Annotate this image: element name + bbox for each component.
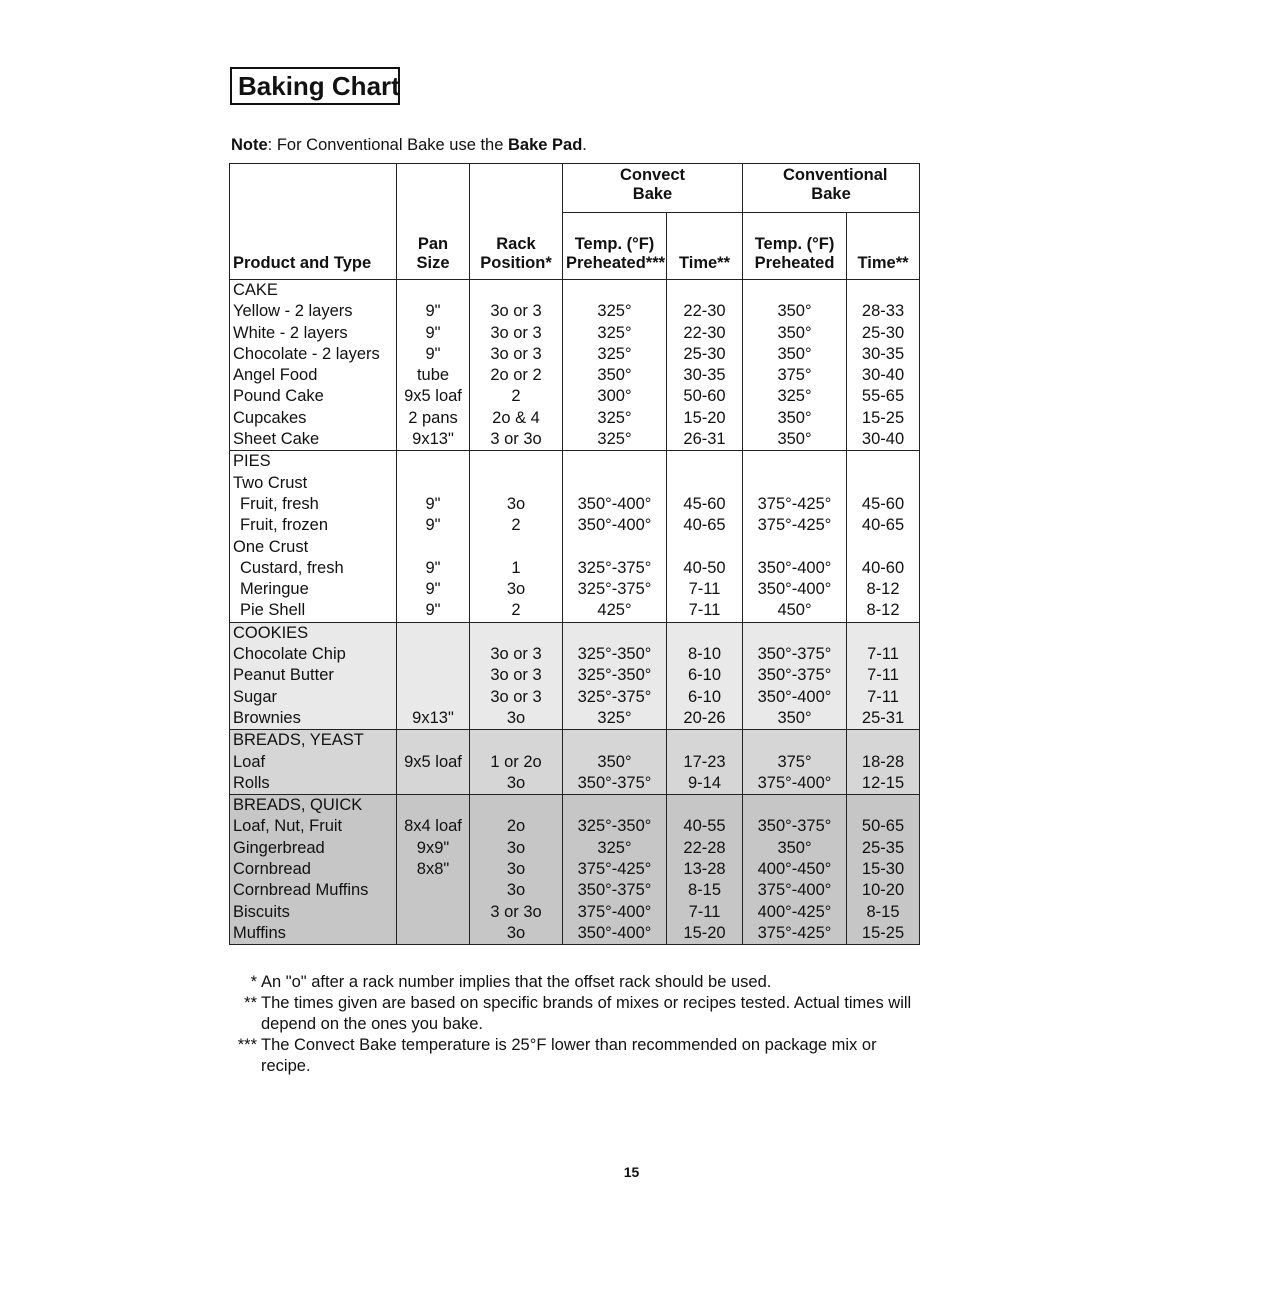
convect-temp-cell: 325°-350°	[563, 816, 667, 837]
section-blank-cell	[397, 451, 470, 473]
section-blank-cell	[563, 730, 667, 752]
section-blank-cell	[847, 622, 920, 644]
section-blank-cell	[847, 730, 920, 752]
convect-time-cell: 40-50	[667, 558, 743, 579]
product-cell: Pound Cake	[230, 386, 397, 407]
product-cell: Pie Shell	[230, 600, 397, 622]
rack-position-header: Rack Position*	[470, 213, 563, 280]
note	[231, 136, 587, 155]
convect-time-cell: 45-60	[667, 494, 743, 515]
conventional-temp-cell: 350°-400°	[743, 579, 847, 600]
product-cell: Fruit, frozen	[230, 515, 397, 536]
convect-time-cell: 22-28	[667, 838, 743, 859]
pan-size-cell: 9x5 loaf	[397, 386, 470, 407]
rack-position-cell: 3o	[470, 838, 563, 859]
convect-time-cell: 7-11	[667, 600, 743, 622]
product-cell: Sheet Cake	[230, 429, 397, 451]
section-blank-cell	[397, 730, 470, 752]
section-blank-cell	[470, 280, 563, 302]
conventional-temp-cell: 450°	[743, 600, 847, 622]
product-cell: One Crust	[230, 537, 397, 558]
footnote-marker: ***	[237, 1036, 257, 1054]
convect-temp-cell: 300°	[563, 386, 667, 407]
rack-position-cell: 2	[470, 386, 563, 407]
table-row	[230, 301, 920, 322]
conventional-time-cell: 45-60	[847, 494, 920, 515]
convect-time-cell: 40-55	[667, 816, 743, 837]
product-cell: Loaf, Nut, Fruit	[230, 816, 397, 837]
section-title: CAKE	[230, 280, 397, 302]
product-cell: Chocolate Chip	[230, 644, 397, 665]
section-blank-cell	[667, 280, 743, 302]
convect-bake-header: Convect Bake	[563, 164, 743, 213]
table-row	[230, 494, 920, 515]
convect-temp-cell: 350°-400°	[563, 923, 667, 945]
rack-position-cell: 1 or 2o	[470, 752, 563, 773]
product-cell: Cornbread Muffins	[230, 880, 397, 901]
section-blank-cell	[847, 280, 920, 302]
group-header-blank	[397, 164, 470, 213]
convect-temp-cell: 350°	[563, 752, 667, 773]
conventional-temp-cell: 350°-375°	[743, 816, 847, 837]
rack-position-cell: 3o	[470, 859, 563, 880]
convect-temp-cell: 325°-375°	[563, 579, 667, 600]
rack-position-cell: 3o or 3	[470, 665, 563, 686]
table-row	[230, 687, 920, 708]
note-text: : For Conventional Bake use the	[267, 136, 508, 154]
conventional-time-cell: 15-30	[847, 859, 920, 880]
footnote-text: An "o" after a rack number implies that the offset rack should be used.	[261, 973, 772, 991]
section-blank-cell	[743, 730, 847, 752]
convect-temp-cell: 325°	[563, 323, 667, 344]
page-title: Baking Chart	[230, 67, 400, 105]
rack-position-cell: 3o or 3	[470, 644, 563, 665]
rack-position-cell: 2	[470, 600, 563, 622]
convect-time-cell	[667, 473, 743, 494]
conventional-time-cell: 30-40	[847, 429, 920, 451]
rack-position-cell: 3 or 3o	[470, 902, 563, 923]
table-row	[230, 665, 920, 686]
convect-time-header: Time**	[667, 213, 743, 280]
footnote	[225, 972, 925, 993]
convect-temp-cell: 325°	[563, 838, 667, 859]
pan-size-cell	[397, 902, 470, 923]
footnote	[225, 993, 925, 1035]
product-cell: Peanut Butter	[230, 665, 397, 686]
convect-time-cell: 7-11	[667, 579, 743, 600]
footnote-text: The Convect Bake temperature is 25°F lower than recommended on package mix or recipe.	[261, 1036, 877, 1075]
convect-temp-cell: 325°	[563, 344, 667, 365]
section-blank-cell	[470, 730, 563, 752]
section-blank-cell	[470, 795, 563, 817]
pan-size-cell	[397, 773, 470, 795]
conventional-temp-cell: 350°	[743, 429, 847, 451]
conventional-time-cell: 8-12	[847, 579, 920, 600]
table-row	[230, 408, 920, 429]
conventional-time-cell	[847, 537, 920, 558]
section-header-row	[230, 622, 920, 644]
table-row	[230, 773, 920, 795]
pan-size-cell: 8x8"	[397, 859, 470, 880]
rack-position-cell: 3o	[470, 880, 563, 901]
section-title: PIES	[230, 451, 397, 473]
convect-time-cell: 6-10	[667, 687, 743, 708]
pan-size-cell: 9"	[397, 301, 470, 322]
section-blank-cell	[397, 622, 470, 644]
rack-position-cell	[470, 473, 563, 494]
table-row	[230, 429, 920, 451]
conventional-time-cell: 40-60	[847, 558, 920, 579]
table-row	[230, 752, 920, 773]
convect-temp-cell	[563, 537, 667, 558]
conventional-time-cell: 15-25	[847, 408, 920, 429]
conventional-time-cell: 18-28	[847, 752, 920, 773]
conventional-time-cell: 8-12	[847, 600, 920, 622]
rack-position-cell: 3o or 3	[470, 687, 563, 708]
product-cell: Cornbread	[230, 859, 397, 880]
rack-position-cell: 2o & 4	[470, 408, 563, 429]
table-row	[230, 365, 920, 386]
conventional-temp-cell: 375°-425°	[743, 515, 847, 536]
section-title: BREADS, QUICK	[230, 795, 397, 817]
product-cell: Brownies	[230, 708, 397, 730]
baking-chart-table	[229, 163, 920, 945]
convect-time-cell: 26-31	[667, 429, 743, 451]
pan-size-cell: 9"	[397, 494, 470, 515]
convect-time-cell: 17-23	[667, 752, 743, 773]
pan-size-cell: 9"	[397, 323, 470, 344]
conventional-temp-cell: 350°	[743, 301, 847, 322]
conventional-time-cell: 10-20	[847, 880, 920, 901]
pan-size-cell: 9x5 loaf	[397, 752, 470, 773]
product-cell: Meringue	[230, 579, 397, 600]
convect-time-cell: 15-20	[667, 923, 743, 945]
conventional-time-cell: 7-11	[847, 644, 920, 665]
convect-time-cell: 22-30	[667, 301, 743, 322]
pan-size-cell: 9"	[397, 558, 470, 579]
note-label: Note	[231, 136, 268, 154]
pan-size-cell: 9x13"	[397, 429, 470, 451]
section-header-row	[230, 795, 920, 817]
product-cell: Biscuits	[230, 902, 397, 923]
conventional-temp-cell: 375°-400°	[743, 773, 847, 795]
product-cell: Muffins	[230, 923, 397, 945]
conventional-temp-cell: 375°-425°	[743, 923, 847, 945]
section-blank-cell	[667, 622, 743, 644]
column-header-row	[230, 213, 920, 280]
table-row	[230, 708, 920, 730]
note-text-end: .	[582, 136, 587, 154]
conventional-time-cell: 50-65	[847, 816, 920, 837]
pan-size-cell	[397, 644, 470, 665]
conventional-time-cell: 8-15	[847, 902, 920, 923]
pan-size-cell: 9"	[397, 515, 470, 536]
conventional-time-cell: 15-25	[847, 923, 920, 945]
conventional-time-header: Time**	[847, 213, 920, 280]
conventional-time-cell: 25-35	[847, 838, 920, 859]
pan-size-cell	[397, 537, 470, 558]
convect-time-cell: 6-10	[667, 665, 743, 686]
convect-temp-cell: 325°-350°	[563, 644, 667, 665]
table-row	[230, 816, 920, 837]
conventional-temp-cell: 350°	[743, 708, 847, 730]
conventional-temp-cell: 375°-400°	[743, 880, 847, 901]
conventional-temp-cell	[743, 537, 847, 558]
conventional-temp-cell: 350°-400°	[743, 558, 847, 579]
conventional-time-cell: 25-31	[847, 708, 920, 730]
convect-temp-cell: 350°-400°	[563, 494, 667, 515]
convect-temp-cell	[563, 473, 667, 494]
pan-size-header: Pan Size	[397, 213, 470, 280]
convect-time-cell: 40-65	[667, 515, 743, 536]
convect-temp-cell: 325°-375°	[563, 558, 667, 579]
rack-position-cell: 3o or 3	[470, 323, 563, 344]
product-cell: Gingerbread	[230, 838, 397, 859]
rack-position-cell: 3o or 3	[470, 344, 563, 365]
convect-temp-cell: 325°	[563, 408, 667, 429]
convect-time-cell: 50-60	[667, 386, 743, 407]
section-blank-cell	[667, 795, 743, 817]
group-header-row	[230, 164, 920, 213]
section-header-row	[230, 730, 920, 752]
rack-position-cell: 2o or 2	[470, 365, 563, 386]
convect-temp-cell: 425°	[563, 600, 667, 622]
table-row	[230, 558, 920, 579]
footnote-text: The times given are based on specific brands of mixes or recipes tested. Actual times will depend on the ones you bake.	[261, 994, 912, 1033]
pan-size-cell	[397, 923, 470, 945]
pan-size-cell	[397, 687, 470, 708]
section-blank-cell	[563, 795, 667, 817]
rack-position-cell: 3o	[470, 923, 563, 945]
section-title: BREADS, YEAST	[230, 730, 397, 752]
rack-position-cell: 3o	[470, 494, 563, 515]
pan-size-cell: 9x9"	[397, 838, 470, 859]
footnote	[225, 1035, 925, 1077]
section-blank-cell	[397, 795, 470, 817]
conventional-bake-header: Conventional Bake	[743, 164, 920, 213]
rack-position-cell: 3o	[470, 708, 563, 730]
section-blank-cell	[397, 280, 470, 302]
table-row	[230, 323, 920, 344]
rack-position-cell: 2o	[470, 816, 563, 837]
section-blank-cell	[470, 622, 563, 644]
convect-temp-cell: 325°	[563, 301, 667, 322]
product-cell: Cupcakes	[230, 408, 397, 429]
section-header-row	[230, 280, 920, 302]
conventional-temp-cell: 350°	[743, 344, 847, 365]
rack-position-cell: 3o	[470, 579, 563, 600]
conventional-temp-cell: 400°-450°	[743, 859, 847, 880]
rack-position-cell	[470, 537, 563, 558]
convect-temp-cell: 325°-350°	[563, 665, 667, 686]
conventional-time-cell: 30-35	[847, 344, 920, 365]
group-header-blank	[470, 164, 563, 213]
convect-time-cell: 30-35	[667, 365, 743, 386]
rack-position-cell: 3o or 3	[470, 301, 563, 322]
conventional-temp-cell: 375°	[743, 752, 847, 773]
pan-size-cell	[397, 880, 470, 901]
product-cell: Custard, fresh	[230, 558, 397, 579]
section-blank-cell	[563, 280, 667, 302]
convect-temp-cell: 350°-375°	[563, 773, 667, 795]
convect-temp-cell: 325°	[563, 429, 667, 451]
table-row	[230, 880, 920, 901]
table-row	[230, 859, 920, 880]
footnotes	[225, 972, 925, 1077]
product-cell: Angel Food	[230, 365, 397, 386]
section-blank-cell	[563, 622, 667, 644]
pan-size-cell: 2 pans	[397, 408, 470, 429]
table-row	[230, 579, 920, 600]
footnote-marker: *	[250, 973, 257, 991]
rack-position-cell: 2	[470, 515, 563, 536]
page-number: 15	[623, 1164, 640, 1180]
convect-temp-cell: 350°-400°	[563, 515, 667, 536]
conventional-time-cell: 55-65	[847, 386, 920, 407]
pan-size-cell	[397, 665, 470, 686]
conventional-time-cell	[847, 473, 920, 494]
pan-size-cell: 9"	[397, 344, 470, 365]
convect-temp-cell: 350°	[563, 365, 667, 386]
conventional-temp-cell: 325°	[743, 386, 847, 407]
section-blank-cell	[667, 730, 743, 752]
conventional-temp-cell: 350°-375°	[743, 644, 847, 665]
conventional-temp-cell: 375°-425°	[743, 494, 847, 515]
pan-size-cell: 9"	[397, 579, 470, 600]
convect-temp-header: Temp. (°F) Preheated***	[563, 213, 667, 280]
product-cell: Two Crust	[230, 473, 397, 494]
rack-position-cell: 1	[470, 558, 563, 579]
table-row	[230, 344, 920, 365]
product-cell: Sugar	[230, 687, 397, 708]
section-blank-cell	[470, 451, 563, 473]
pan-size-cell: 8x4 loaf	[397, 816, 470, 837]
convect-time-cell: 20-26	[667, 708, 743, 730]
convect-time-cell: 15-20	[667, 408, 743, 429]
table-row	[230, 644, 920, 665]
convect-time-cell: 22-30	[667, 323, 743, 344]
convect-temp-cell: 350°-375°	[563, 880, 667, 901]
pan-size-cell: tube	[397, 365, 470, 386]
table-row	[230, 515, 920, 536]
table-row	[230, 386, 920, 407]
convect-temp-cell: 325°	[563, 708, 667, 730]
section-blank-cell	[847, 795, 920, 817]
pan-size-cell: 9"	[397, 600, 470, 622]
conventional-temp-cell: 350°	[743, 838, 847, 859]
convect-time-cell	[667, 537, 743, 558]
table-row	[230, 537, 920, 558]
product-cell: Loaf	[230, 752, 397, 773]
convect-temp-cell: 325°-375°	[563, 687, 667, 708]
conventional-temp-cell: 375°	[743, 365, 847, 386]
product-cell: Chocolate - 2 layers	[230, 344, 397, 365]
conventional-time-cell: 30-40	[847, 365, 920, 386]
conventional-temp-cell: 350°-400°	[743, 687, 847, 708]
convect-time-cell: 8-10	[667, 644, 743, 665]
table-row	[230, 473, 920, 494]
conventional-temp-cell: 350°	[743, 408, 847, 429]
section-blank-cell	[563, 451, 667, 473]
pan-size-cell	[397, 473, 470, 494]
product-cell: Fruit, fresh	[230, 494, 397, 515]
conventional-temp-cell: 350°	[743, 323, 847, 344]
section-blank-cell	[667, 451, 743, 473]
convect-time-cell: 7-11	[667, 902, 743, 923]
product-cell: Yellow - 2 layers	[230, 301, 397, 322]
table-row	[230, 902, 920, 923]
conventional-temp-cell: 350°-375°	[743, 665, 847, 686]
section-title: COOKIES	[230, 622, 397, 644]
section-header-row	[230, 451, 920, 473]
rack-position-cell: 3o	[470, 773, 563, 795]
product-cell: White - 2 layers	[230, 323, 397, 344]
convect-time-cell: 25-30	[667, 344, 743, 365]
conventional-time-cell: 25-30	[847, 323, 920, 344]
rack-position-cell: 3 or 3o	[470, 429, 563, 451]
conventional-time-cell: 12-15	[847, 773, 920, 795]
table-row	[230, 600, 920, 622]
section-blank-cell	[743, 451, 847, 473]
conventional-time-cell: 40-65	[847, 515, 920, 536]
conventional-time-cell: 7-11	[847, 665, 920, 686]
product-cell: Rolls	[230, 773, 397, 795]
pan-size-cell: 9x13"	[397, 708, 470, 730]
section-blank-cell	[743, 622, 847, 644]
table-row	[230, 923, 920, 945]
convect-time-cell: 13-28	[667, 859, 743, 880]
footnote-marker: **	[244, 994, 257, 1012]
convect-time-cell: 8-15	[667, 880, 743, 901]
convect-temp-cell: 375°-425°	[563, 859, 667, 880]
group-header-blank	[230, 164, 397, 213]
note-bold-term: Bake Pad	[507, 136, 583, 154]
conventional-temp-cell	[743, 473, 847, 494]
conventional-time-cell: 7-11	[847, 687, 920, 708]
conventional-temp-cell: 400°-425°	[743, 902, 847, 923]
conventional-time-cell: 28-33	[847, 301, 920, 322]
conventional-temp-header: Temp. (°F) Preheated	[743, 213, 847, 280]
product-header: Product and Type	[230, 213, 397, 280]
table-row	[230, 838, 920, 859]
convect-temp-cell: 375°-400°	[563, 902, 667, 923]
convect-time-cell: 9-14	[667, 773, 743, 795]
section-blank-cell	[847, 451, 920, 473]
section-blank-cell	[743, 795, 847, 817]
section-blank-cell	[743, 280, 847, 302]
